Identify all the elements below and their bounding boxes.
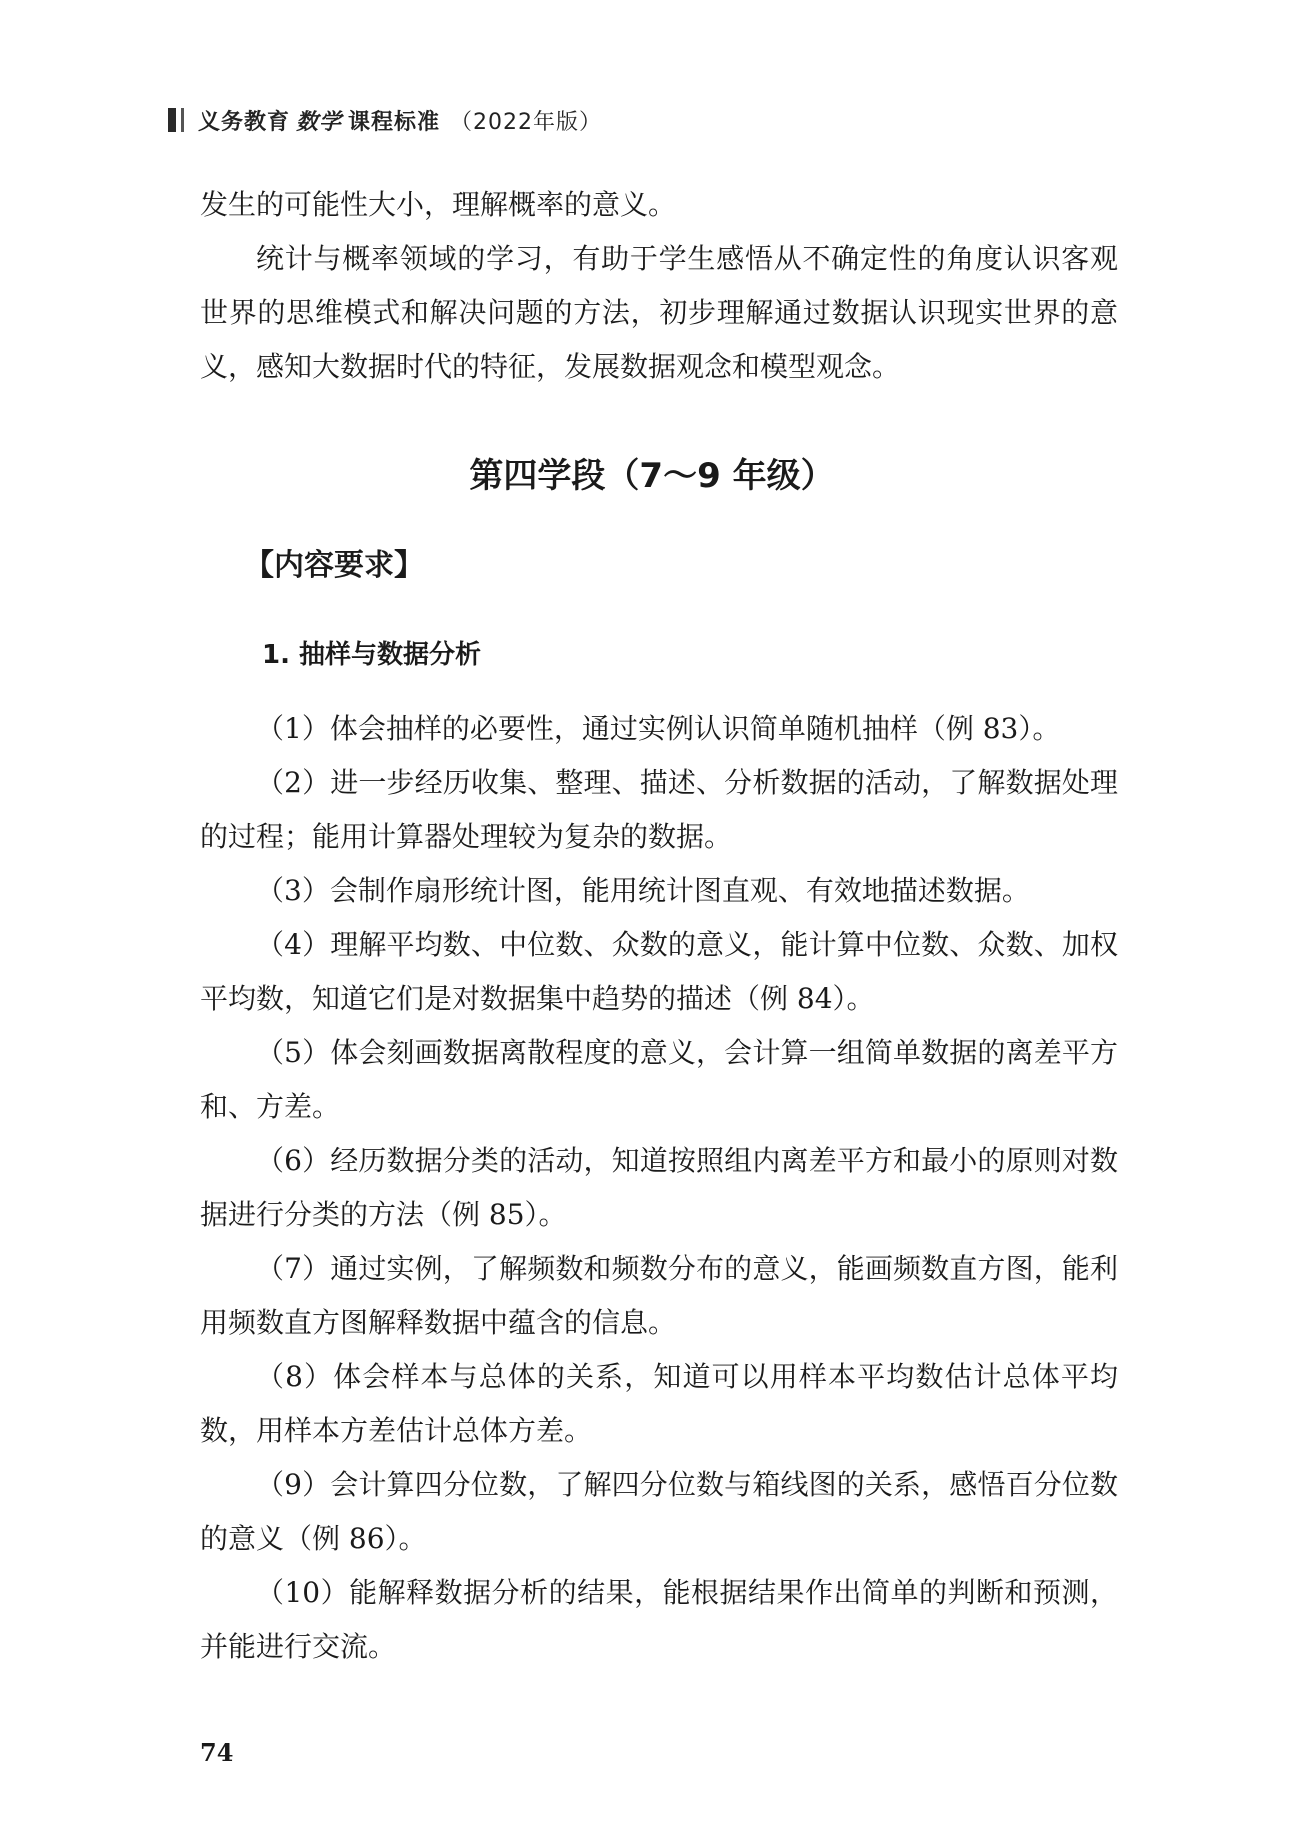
intro-continuation: 发生的可能性大小，理解概率的意义。 xyxy=(200,188,677,221)
requirement-item: （5）体会刻画数据离散程度的意义，会计算一组简单数据的离差平方和、方差。 xyxy=(200,1036,1118,1123)
header-title: 义务教育 xyxy=(198,109,291,135)
requirement-item: （4）理解平均数、中位数、众数的意义，能计算中位数、众数、加权平均数，知道它们是对数据集中趋势的描述（例 84）。 xyxy=(200,928,1118,1015)
requirement-item: （10）能解释数据分析的结果，能根据结果作出简单的判断和预测，并能进行交流。 xyxy=(200,1576,1118,1663)
requirement-item: （7）通过实例，了解频数和频数分布的意义，能画频数直方图，能利用频数直方图解释数据中蕴含的信息。 xyxy=(200,1252,1118,1339)
header-bars-decoration xyxy=(168,108,184,132)
stage-title: 第四学段（7～9 年级） xyxy=(469,456,835,496)
header-bar-thin xyxy=(181,108,184,132)
requirement-item: （8）体会样本与总体的关系，知道可以用样本平均数估计总体平均数，用样本方差估计总体方差。 xyxy=(200,1360,1118,1447)
running-header xyxy=(168,100,602,140)
page-number: 74 xyxy=(200,1738,234,1767)
intro-paragraph: 统计与概率领域的学习，有助于学生感悟从不确定性的角度认识客观世界的思维模式和解决问题的方法，初步理解通过数据认识现实世界的意义，感知大数据时代的特征，发展数据观念和模型观念。 xyxy=(200,242,1118,383)
section-title: 【内容要求】 xyxy=(244,548,424,583)
requirement-item: （2）进一步经历收集、整理、描述、分析数据的活动，了解数据处理的过程；能用计算器处理较为复杂的数据。 xyxy=(200,766,1118,853)
requirement-item: （6）经历数据分类的活动，知道按照组内离差平方和最小的原则对数据进行分类的方法（例 85）。 xyxy=(200,1144,1118,1231)
header-bar-thick xyxy=(168,108,176,132)
requirement-item: （1）体会抽样的必要性，通过实例认识简单随机抽样（例 83）。 xyxy=(256,712,1061,745)
header-edition: （2022年版） xyxy=(450,109,603,135)
header-suffix: 课程标准 xyxy=(348,109,441,135)
requirements-list xyxy=(200,702,1118,1674)
subsection-title: 1. 抽样与数据分析 xyxy=(262,640,482,670)
requirement-item: （9）会计算四分位数，了解四分位数与箱线图的关系，感悟百分位数的意义（例 86）。 xyxy=(200,1468,1118,1555)
header-text xyxy=(198,105,602,136)
requirement-item: （3）会制作扇形统计图，能用统计图直观、有效地描述数据。 xyxy=(256,874,1030,907)
intro-block xyxy=(200,178,1118,394)
header-subject: 数学 xyxy=(296,109,343,135)
